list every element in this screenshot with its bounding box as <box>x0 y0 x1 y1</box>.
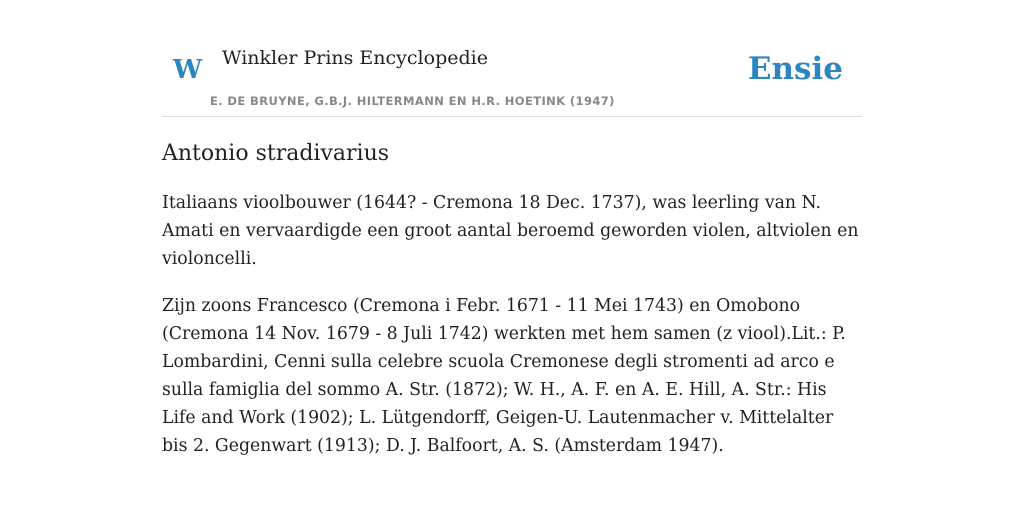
article-title: Antonio stradivarius <box>162 141 390 166</box>
article <box>162 138 862 479</box>
site-title-link[interactable]: Winkler Prins Encyclopedie <box>222 47 488 69</box>
site-header <box>162 40 862 117</box>
article-paragraph: Zijn zoons Francesco (Cremona i Febr. 1671 - 11 Mei 1743) en Omobono (Cremona 14 Nov. 1679 - 8 Juli 1742) werkten met hem samen (z viool).Lit.: P. Lombardini, Cenni sulla celebre scuola Cremonese degli stromenti ad arco e sulla famiglia del sommo A. Str. (1872); W. H., A. F. en A. E. Hill, A. Str.: His Life and Work (1902); L. Lütgendorff, Geigen-U. Lautenmacher v. Mittelalter bis 2. Gegenwart (1913); D. J. Balfoort, A. S. (Amsterdam 1947). <box>162 296 846 456</box>
article-paragraph: Italiaans vioolbouwer (1644? - Cremona 18 Dec. 1737), was leerling van N. Amati en vervaardigde een groot aantal beroemd geworden violen, altviolen en violoncelli. <box>162 193 859 269</box>
brand-logo-link[interactable]: Ensie <box>747 51 843 87</box>
site-subtitle: E. DE BRUYNE, G.B.J. HILTERMANN EN H.R. HOETINK (1947) <box>210 94 615 108</box>
site-logo-icon[interactable]: W <box>173 55 203 85</box>
